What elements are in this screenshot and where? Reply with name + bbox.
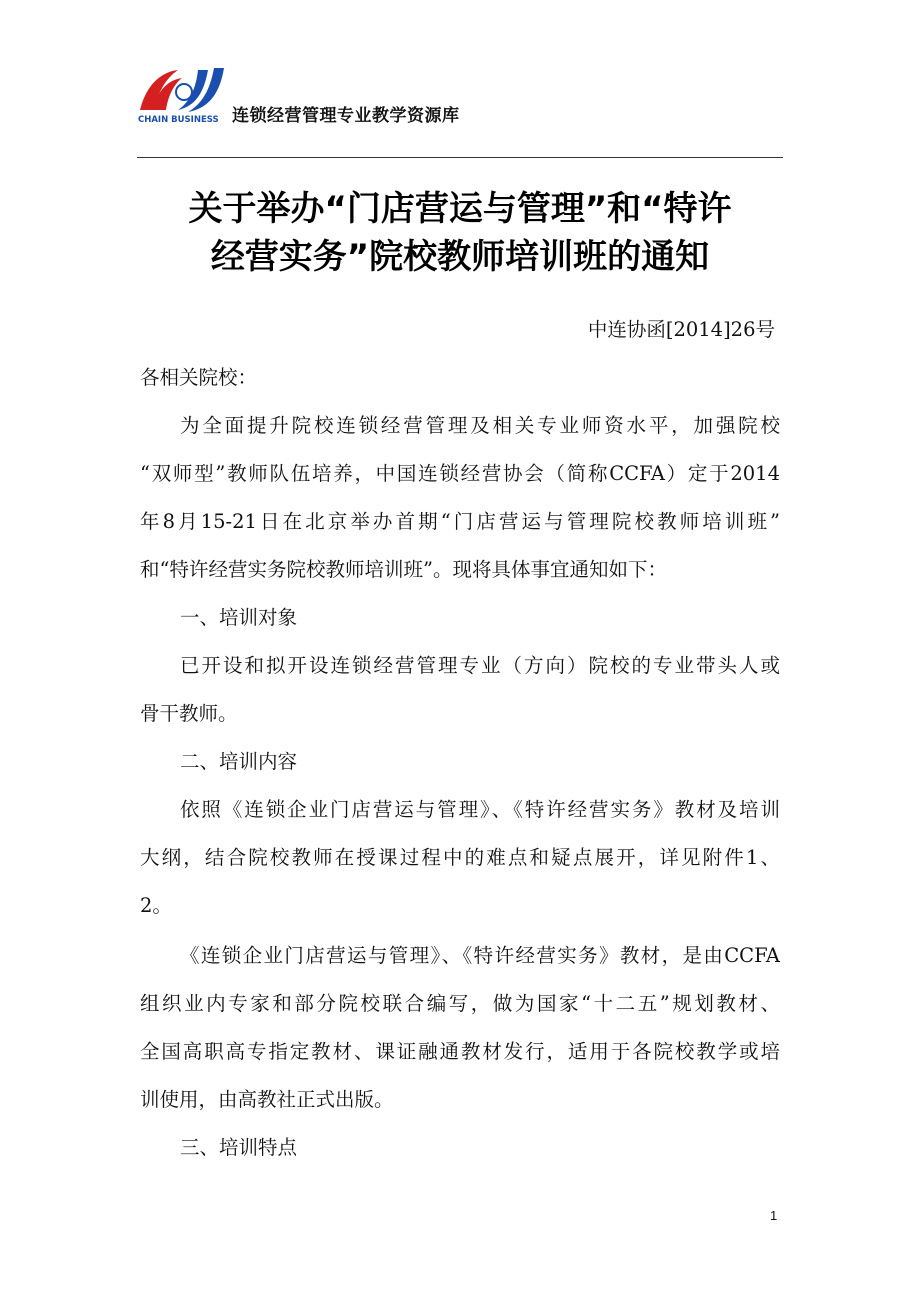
paragraph-line: “双师型”教师队伍培养，中国连锁经营协会（简称CCFA）定于2014: [140, 462, 780, 485]
paragraph-line: 组织业内专家和部分院校联合编写，做为国家“十二五”规划教材、: [140, 992, 780, 1015]
paragraph-line: 和“特许经营实务院校教师培训班”。现将具体事宜通知如下：: [140, 558, 667, 581]
document-number: 中连协函[2014]26号: [587, 318, 775, 341]
paragraph-line: 训使用，由高教社正式出版。: [140, 1088, 394, 1111]
paragraph-line: 《连锁企业门店营运与管理》、《特许经营实务》教材，是由CCFA: [180, 944, 780, 967]
section-heading: 二、培训内容: [180, 750, 298, 773]
paragraph-line: 依照《连锁企业门店营运与管理》、《特许经营实务》教材及培训: [180, 798, 780, 821]
chain-business-logo: [138, 66, 230, 124]
svg-text:CHAIN BUSINESS: CHAIN BUSINESS: [138, 115, 219, 124]
header-divider: [137, 157, 783, 158]
paragraph-line: 已开设和拟开设连锁经营管理专业（方向）院校的专业带头人或: [180, 654, 780, 677]
section-heading: 三、培训特点: [180, 1136, 298, 1159]
paragraph-line: 骨干教师。: [140, 702, 238, 725]
paragraph-line: 全国高职高专指定教材、课证融通教材发行，适用于各院校教学或培: [140, 1040, 780, 1063]
logo-text: 连锁经营管理专业教学资源库: [232, 106, 460, 126]
salutation: 各相关院校：: [140, 366, 258, 389]
page-number: 1: [770, 1208, 778, 1223]
document-title-line-2: 经营实务”院校教师培训班的通知: [210, 237, 710, 277]
paragraph-line: 2。: [140, 894, 172, 917]
paragraph-line: 年8月15-21日在北京举办首期“门店营运与管理院校教师培训班”: [140, 510, 780, 533]
section-heading: 一、培训对象: [180, 606, 298, 629]
document-title-line-1: 关于举办“门店营运与管理”和“特许: [188, 189, 732, 229]
paragraph-line: 大纲，结合院校教师在授课过程中的难点和疑点展开，详见附件1、: [140, 846, 780, 869]
paragraph-line: 为全面提升院校连锁经营管理及相关专业师资水平，加强院校: [180, 414, 780, 437]
